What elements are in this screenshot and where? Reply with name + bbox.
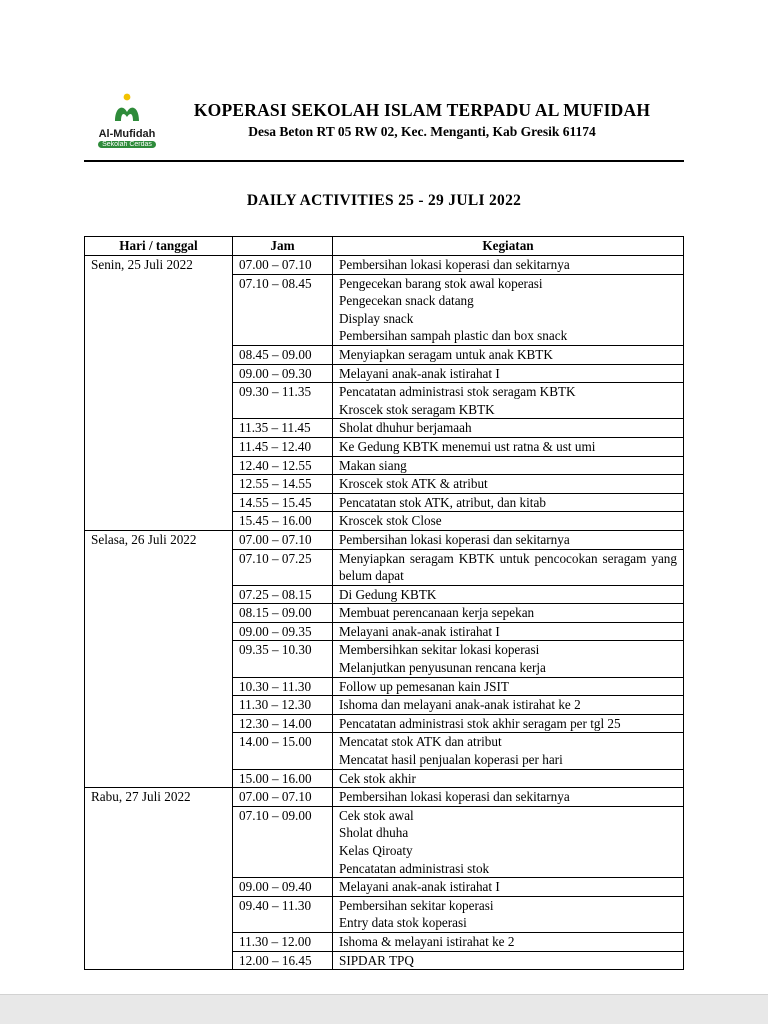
table-cell-activity <box>333 733 684 769</box>
table-cell-activity <box>333 493 684 512</box>
activity-text: Follow up pemesanan kain JSIT <box>339 678 509 694</box>
table-cell-activity <box>333 769 684 788</box>
table-cell-activity <box>333 951 684 970</box>
table-cell-activity <box>333 714 684 733</box>
table-cell-time: 14.00 – 15.00 <box>233 733 333 769</box>
activity-text: Di Gedung KBTK <box>339 586 437 602</box>
table-cell-activity <box>333 604 684 623</box>
table-cell-time: 10.30 – 11.30 <box>233 677 333 696</box>
table-cell-activity <box>333 677 684 696</box>
activity-text: Menyiapkan seragam untuk anak KBTK <box>339 346 553 362</box>
activity-text: Cek stok awal <box>339 807 414 823</box>
table-cell-activity <box>333 530 684 549</box>
table-cell-time: 12.55 – 14.55 <box>233 475 333 494</box>
table-cell-activity <box>333 345 684 364</box>
table-cell-activity <box>333 512 684 531</box>
table-cell-time: 09.35 – 10.30 <box>233 641 333 677</box>
column-header-time: Jam <box>233 237 333 256</box>
activity-text: SIPDAR TPQ <box>339 952 414 968</box>
column-header-activity: Kegiatan <box>333 237 684 256</box>
activity-text: Pengecekan barang stok awal koperasi <box>339 275 543 291</box>
table-cell-activity <box>333 696 684 715</box>
table-cell-activity <box>333 456 684 475</box>
activity-text: Pencatatan stok ATK, atribut, dan kitab <box>339 494 546 510</box>
table-cell-activity <box>333 622 684 641</box>
table-cell-activity <box>333 256 684 275</box>
table-cell-time: 09.30 – 11.35 <box>233 383 333 419</box>
table-row <box>85 256 684 275</box>
activity-text: Kroscek stok ATK & atribut <box>339 476 488 492</box>
table-header-row <box>85 237 684 256</box>
table-cell-activity <box>333 806 684 877</box>
logo-tagline: Sekolah Cerdas <box>98 141 156 148</box>
activity-text: Sholat dhuha <box>339 825 409 841</box>
table-cell-time: 07.00 – 07.10 <box>233 788 333 807</box>
table-cell-time: 15.45 – 16.00 <box>233 512 333 531</box>
table-cell-activity <box>333 364 684 383</box>
organization-logo <box>84 92 170 148</box>
activity-text: Ishoma dan melayani anak-anak istirahat ke 2 <box>339 697 581 713</box>
table-cell-time: 12.40 – 12.55 <box>233 456 333 475</box>
table-cell-time: 07.00 – 07.10 <box>233 256 333 275</box>
table-cell-day: Rabu, 27 Juli 2022 <box>85 788 233 970</box>
table-cell-time: 11.30 – 12.30 <box>233 696 333 715</box>
table-cell-activity <box>333 585 684 604</box>
activity-text: Melanjutkan penyusunan rencana kerja <box>339 660 546 676</box>
activity-text: Melayani anak-anak istirahat I <box>339 879 500 895</box>
activity-text: Mencatat hasil penjualan koperasi per hari <box>339 752 563 768</box>
activity-text: Melayani anak-anak istirahat I <box>339 623 500 639</box>
table-cell-activity <box>333 932 684 951</box>
table-cell-activity <box>333 878 684 897</box>
activity-text: Kelas Qiroaty <box>339 843 413 858</box>
organization-address: Desa Beton RT 05 RW 02, Kec. Menganti, Kab Gresik 61174 <box>248 124 596 139</box>
activity-text: Kroscek stok Close <box>339 513 442 529</box>
table-cell-activity <box>333 437 684 456</box>
table-cell-time: 12.00 – 16.45 <box>233 951 333 970</box>
table-cell-activity <box>333 896 684 932</box>
logo-name: Al-Mufidah <box>98 128 156 140</box>
table-cell-time: 07.00 – 07.10 <box>233 530 333 549</box>
daily-activities-table <box>84 236 684 970</box>
table-cell-activity <box>333 274 684 345</box>
table-cell-time: 15.00 – 16.00 <box>233 769 333 788</box>
table-cell-time: 14.55 – 15.45 <box>233 493 333 512</box>
activity-text: Pembersihan sekitar koperasi <box>339 897 494 913</box>
table-cell-activity <box>333 383 684 419</box>
activity-text: Membersihkan sekitar lokasi koperasi <box>339 642 540 658</box>
activity-text: Pembersihan lokasi koperasi dan sekitarnya <box>339 789 570 805</box>
activity-text: Makan siang <box>339 457 407 473</box>
table-cell-time: 11.45 – 12.40 <box>233 437 333 456</box>
activity-text: Pembersihan lokasi koperasi dan sekitarnya <box>339 257 570 272</box>
activity-text: Membuat perencanaan kerja sepekan <box>339 605 535 621</box>
activity-text: Pencatatan administrasi stok akhir seragam per tgl 25 <box>339 715 621 731</box>
table-cell-activity <box>333 419 684 438</box>
activity-text: Cek stok akhir <box>339 770 416 786</box>
organization-title: KOPERASI SEKOLAH ISLAM TERPADU AL MUFIDAH <box>193 100 651 120</box>
table-cell-time: 08.15 – 09.00 <box>233 604 333 623</box>
table-cell-activity <box>333 641 684 677</box>
activity-text: Melayani anak-anak istirahat I <box>339 365 500 381</box>
table-cell-time: 12.30 – 14.00 <box>233 714 333 733</box>
activity-text: Mencatat stok ATK dan atribut <box>339 734 502 750</box>
schedule-table-body <box>85 256 684 970</box>
table-cell-time: 07.10 – 08.45 <box>233 274 333 345</box>
document-title: DAILY ACTIVITIES 25 - 29 JULI 2022 <box>246 192 522 209</box>
table-cell-time: 09.40 – 11.30 <box>233 896 333 932</box>
table-row <box>85 788 684 807</box>
activity-text: Display snack <box>339 310 414 326</box>
letterhead <box>84 92 684 162</box>
table-cell-activity <box>333 475 684 494</box>
table-cell-time: 09.00 – 09.40 <box>233 878 333 897</box>
activity-text: Kroscek stok seragam KBTK <box>339 401 495 417</box>
table-cell-time: 11.30 – 12.00 <box>233 932 333 951</box>
activity-text: Entry data stok koperasi <box>339 915 467 931</box>
column-header-day: Hari / tanggal <box>85 237 233 256</box>
table-cell-time: 09.00 – 09.30 <box>233 364 333 383</box>
activity-text: Ishoma & melayani istirahat ke 2 <box>339 933 515 949</box>
activity-text: Pengecekan snack datang <box>339 293 474 309</box>
letterhead-text <box>170 100 684 140</box>
table-cell-day: Selasa, 26 Juli 2022 <box>85 530 233 787</box>
table-cell-time: 11.35 – 11.45 <box>233 419 333 438</box>
activity-text: Pembersihan lokasi koperasi dan sekitarnya <box>339 531 570 547</box>
activity-text: Pencatatan administrasi stok seragam KBTK <box>339 384 576 400</box>
table-cell-day: Senin, 25 Juli 2022 <box>85 256 233 531</box>
activity-text: Ke Gedung KBTK menemui ust ratna & ust umi <box>339 438 596 454</box>
table-cell-time: 09.00 – 09.35 <box>233 622 333 641</box>
activity-text: Pencatatan administrasi stok <box>339 860 490 876</box>
table-cell-time: 07.10 – 09.00 <box>233 806 333 877</box>
al-mufidah-logo-icon <box>106 92 148 127</box>
table-cell-time: 07.25 – 08.15 <box>233 585 333 604</box>
table-cell-activity <box>333 788 684 807</box>
page-gap <box>0 994 768 1024</box>
table-row <box>85 530 684 549</box>
activity-text: Menyiapkan seragam KBTK untuk pencocokan seragam yang belum dapat <box>339 550 677 584</box>
activity-text: Sholat dhuhur berjamaah <box>339 420 472 436</box>
activity-text: Pembersihan sampah plastic dan box snack <box>339 328 568 344</box>
table-cell-activity <box>333 549 684 585</box>
table-cell-time: 07.10 – 07.25 <box>233 549 333 585</box>
table-cell-time: 08.45 – 09.00 <box>233 345 333 364</box>
